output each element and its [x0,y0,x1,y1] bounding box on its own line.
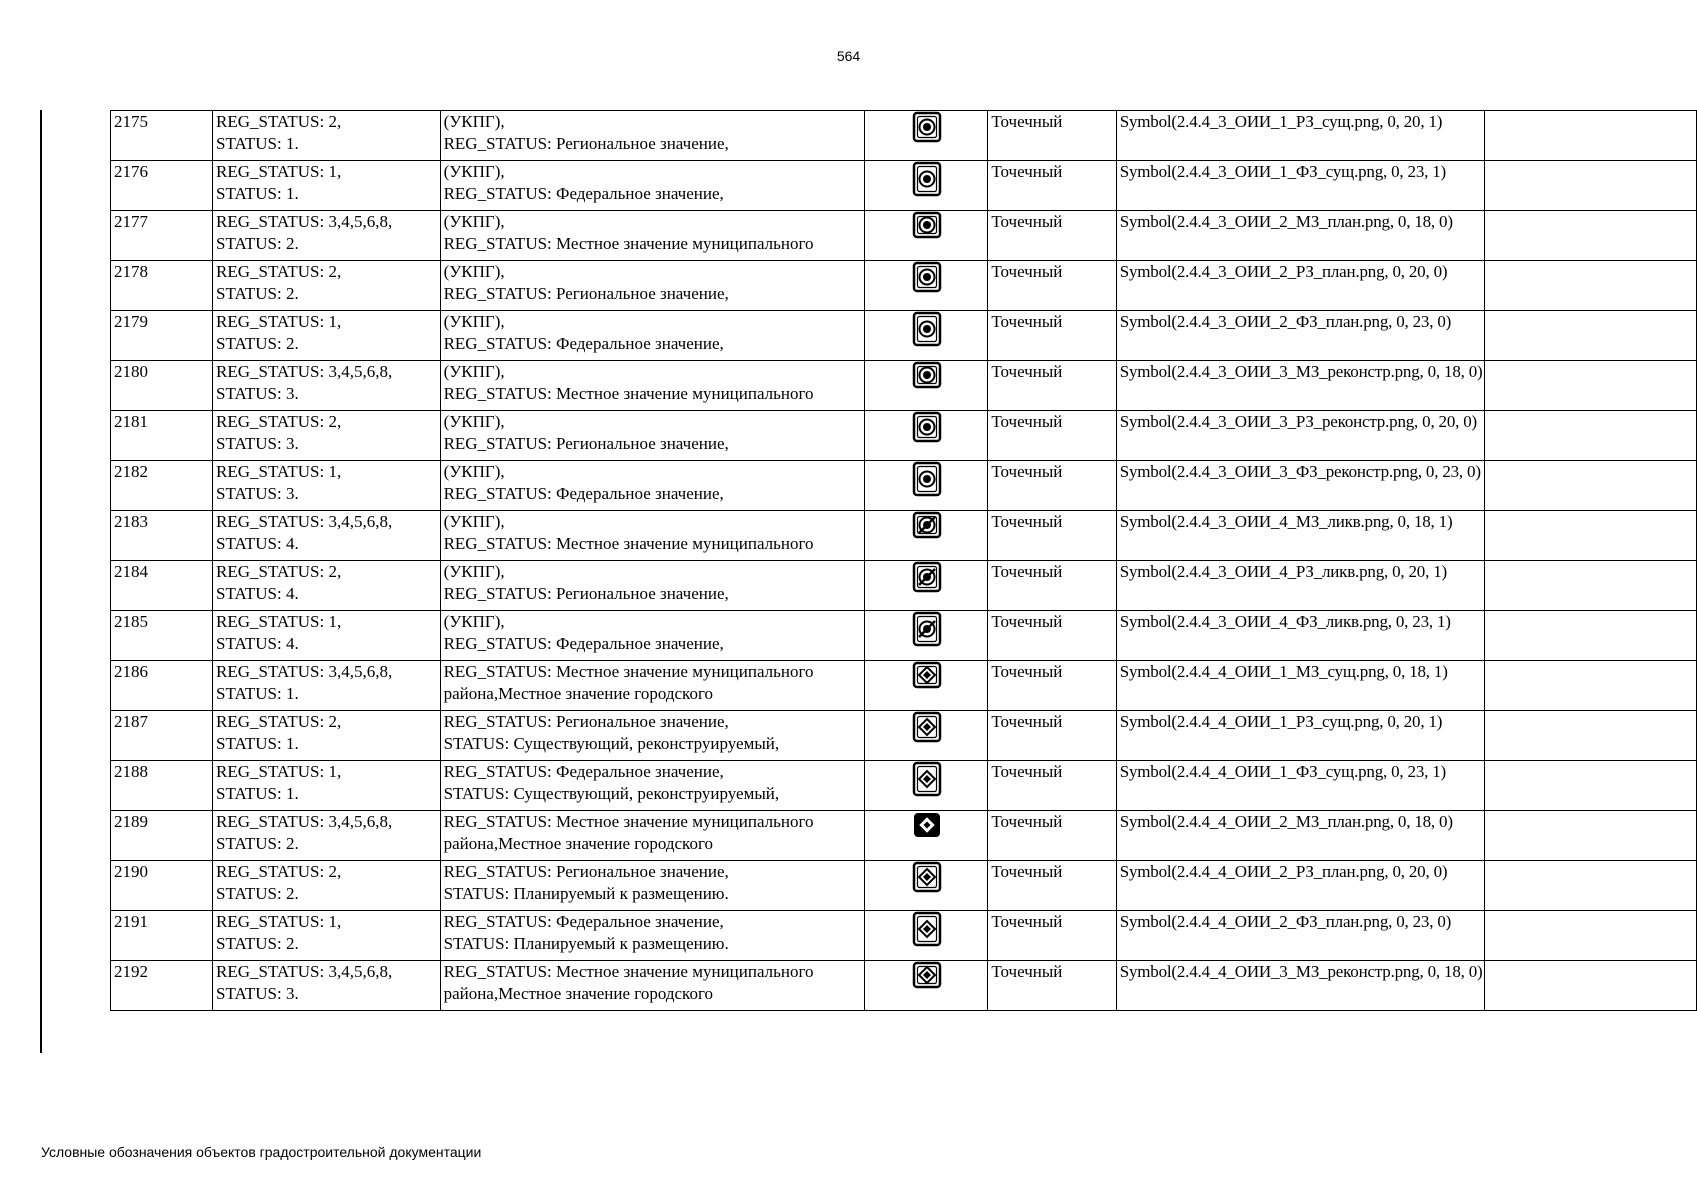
symbol-cell [865,911,988,961]
reg-status-line: REG_STATUS: 3,4,5,6,8, [216,812,393,831]
geometry-type-cell [988,511,1116,561]
table-row [111,111,1697,161]
empty-cell [1485,561,1697,611]
geometry-type: Точечный [991,412,1063,431]
geometry-type-cell [988,911,1116,961]
geometry-type-cell [988,961,1116,1011]
row-id: 2177 [114,212,148,231]
geometry-type: Точечный [991,162,1063,181]
symbol-cell [865,211,988,261]
symbol-file: Symbol(2.4.4_3_ОИИ_1_ФЗ_сущ.png, 0, 23, 1) [1119,162,1446,181]
row-id: 2182 [114,462,148,481]
row-id: 2181 [114,412,148,431]
description-line-2: STATUS: Планируемый к размещению. [443,884,729,903]
empty-cell [1485,961,1697,1011]
description-cell [440,961,864,1011]
table-row [111,561,1697,611]
row-id: 2185 [114,612,148,631]
reg-status-line: REG_STATUS: 2, [216,112,342,131]
status-cell [213,561,441,611]
description-cell [440,511,864,561]
geometry-type: Точечный [991,112,1063,131]
margin-rule [40,110,42,1053]
reg-status-line: REG_STATUS: 3,4,5,6,8, [216,362,393,381]
description-line-1: REG_STATUS: Региональное значение, [443,862,729,881]
geometry-type: Точечный [991,862,1063,881]
status-cell [213,311,441,361]
well-circle-square-icon [910,111,944,149]
symbol-cell [865,761,988,811]
geometry-type-cell [988,311,1116,361]
symbol-cell [865,361,988,411]
symbol-file-cell [1116,111,1485,161]
table-row [111,311,1697,361]
reg-status-line: REG_STATUS: 3,4,5,6,8, [216,662,393,681]
status-cell [213,611,441,661]
description-line-1: (УКПГ), [443,462,505,481]
row-id-cell [111,211,213,261]
geometry-type-cell [988,261,1116,311]
symbol-cell [865,111,988,161]
empty-cell [1485,811,1697,861]
symbol-file: Symbol(2.4.4_3_ОИИ_4_РЗ_ликв.png, 0, 20, 1) [1119,562,1447,581]
symbol-cell [865,261,988,311]
row-id: 2189 [114,812,148,831]
description-cell [440,661,864,711]
reg-status-line: REG_STATUS: 1, [216,612,342,631]
symbol-file-cell [1116,711,1485,761]
status-cell [213,361,441,411]
well-circle-slashed-icon [910,511,944,545]
page-number: 564 [836,48,861,64]
row-id-cell [111,161,213,211]
description-cell [440,911,864,961]
well-circle-slashed-icon [910,611,944,653]
status-line: STATUS: 3. [216,484,299,503]
geometry-type-cell [988,861,1116,911]
symbol-file: Symbol(2.4.4_4_ОИИ_2_ФЗ_план.png, 0, 23, 0) [1119,912,1452,931]
status-line: STATUS: 1. [216,684,299,703]
symbol-cell [865,861,988,911]
status-line: STATUS: 3. [216,384,299,403]
row-id-cell [111,261,213,311]
status-cell [213,961,441,1011]
status-line: STATUS: 2. [216,284,299,303]
reg-status-line: REG_STATUS: 2, [216,712,342,731]
description-cell [440,111,864,161]
empty-cell [1485,511,1697,561]
description-cell [440,761,864,811]
description-line-1: (УКПГ), [443,612,505,631]
status-cell [213,411,441,461]
description-cell [440,461,864,511]
table-row [111,461,1697,511]
table-row [111,911,1697,961]
row-id-cell [111,961,213,1011]
empty-cell [1485,211,1697,261]
status-line: STATUS: 4. [216,534,299,553]
table-row [111,961,1697,1011]
symbol-file: Symbol(2.4.4_4_ОИИ_1_РЗ_сущ.png, 0, 20, 1) [1119,712,1443,731]
row-id-cell [111,411,213,461]
row-id: 2180 [114,362,148,381]
status-line: STATUS: 1. [216,184,299,203]
status-cell [213,261,441,311]
symbol-file: Symbol(2.4.4_4_ОИИ_1_МЗ_сущ.png, 0, 18, 1) [1119,662,1448,681]
row-id-cell [111,711,213,761]
description-line-2: REG_STATUS: Местное значение муниципального [443,534,814,553]
empty-cell [1485,911,1697,961]
description-line-1: (УКПГ), [443,162,505,181]
status-line: STATUS: 2. [216,834,299,853]
symbol-file-cell [1116,411,1485,461]
description-line-1: REG_STATUS: Региональное значение, [443,712,729,731]
row-id-cell [111,861,213,911]
table-row [111,611,1697,661]
description-line-2: REG_STATUS: Федеральное значение, [443,184,724,203]
symbol-cell [865,561,988,611]
row-id-cell [111,761,213,811]
symbol-file: Symbol(2.4.4_3_ОИИ_2_РЗ_план.png, 0, 20, 0) [1119,262,1448,281]
geometry-type-cell [988,111,1116,161]
symbol-file: Symbol(2.4.4_4_ОИИ_2_МЗ_план.png, 0, 18, 0) [1119,812,1453,831]
reg-status-line: REG_STATUS: 1, [216,162,342,181]
geometry-type-cell [988,411,1116,461]
geometry-type-cell [988,611,1116,661]
description-line-1: (УКПГ), [443,262,505,281]
status-line: STATUS: 3. [216,434,299,453]
description-line-2: STATUS: Планируемый к размещению. [443,934,729,953]
diamond-square-icon [910,711,944,749]
symbol-file: Symbol(2.4.4_3_ОИИ_4_ФЗ_ликв.png, 0, 23, 1) [1119,612,1451,631]
row-id: 2186 [114,662,148,681]
well-circle-square-icon [910,161,944,203]
description-cell [440,611,864,661]
well-circle-square-icon [910,261,944,299]
symbol-file: Symbol(2.4.4_4_ОИИ_1_ФЗ_сущ.png, 0, 23, 1) [1119,762,1446,781]
description-line-1: (УКПГ), [443,512,505,531]
row-id-cell [111,311,213,361]
description-cell [440,161,864,211]
symbol-file-cell [1116,311,1485,361]
symbol-cell [865,661,988,711]
geometry-type-cell [988,711,1116,761]
geometry-type-cell [988,161,1116,211]
table-row [111,361,1697,411]
reg-status-line: REG_STATUS: 3,4,5,6,8, [216,962,393,981]
description-line-2: STATUS: Существующий, реконструируемый, [443,784,780,803]
symbol-cell [865,161,988,211]
reg-status-line: REG_STATUS: 3,4,5,6,8, [216,512,393,531]
symbol-file: Symbol(2.4.4_4_ОИИ_2_РЗ_план.png, 0, 20, 0) [1119,862,1448,881]
well-circle-square-icon [910,411,944,449]
status-cell [213,711,441,761]
symbol-file-cell [1116,161,1485,211]
row-id-cell [111,911,213,961]
description-cell [440,361,864,411]
geometry-type: Точечный [991,962,1063,981]
description-line-1: REG_STATUS: Местное значение муниципального [443,662,814,681]
row-id-cell [111,661,213,711]
geometry-type-cell [988,661,1116,711]
empty-cell [1485,611,1697,661]
empty-cell [1485,161,1697,211]
geometry-type: Точечный [991,312,1063,331]
description-line-1: (УКПГ), [443,412,505,431]
row-id: 2176 [114,162,148,181]
description-cell [440,411,864,461]
reg-status-line: REG_STATUS: 2, [216,262,342,281]
description-cell [440,561,864,611]
geometry-type: Точечный [991,512,1063,531]
description-cell [440,711,864,761]
row-id: 2188 [114,762,148,781]
empty-cell [1485,461,1697,511]
symbol-file: Symbol(2.4.4_4_ОИИ_3_МЗ_реконстр.png, 0, 18, 0) [1119,962,1483,981]
table-row [111,861,1697,911]
empty-cell [1485,761,1697,811]
table-row [111,261,1697,311]
symbol-file-cell [1116,261,1485,311]
symbol-cell [865,511,988,561]
reg-status-line: REG_STATUS: 1, [216,462,342,481]
description-line-2: REG_STATUS: Региональное значение, [443,134,729,153]
reg-status-line: REG_STATUS: 1, [216,762,342,781]
symbol-file: Symbol(2.4.4_3_ОИИ_2_МЗ_план.png, 0, 18, 0) [1119,212,1453,231]
description-line-2: района,Местное значение городского [443,834,713,853]
table-row [111,511,1697,561]
row-id: 2183 [114,512,148,531]
row-id-cell [111,511,213,561]
symbol-file-cell [1116,611,1485,661]
geometry-type: Точечный [991,662,1063,681]
description-line-2: REG_STATUS: Федеральное значение, [443,334,724,353]
symbol-file-cell [1116,961,1485,1011]
reg-status-line: REG_STATUS: 1, [216,912,342,931]
symbol-file-cell [1116,861,1485,911]
description-line-2: REG_STATUS: Местное значение муниципального [443,234,814,253]
row-id-cell [111,111,213,161]
row-id-cell [111,811,213,861]
status-cell [213,511,441,561]
symbol-cell [865,311,988,361]
symbol-table-body [111,111,1697,1011]
symbol-file-cell [1116,911,1485,961]
geometry-type-cell [988,761,1116,811]
symbol-file: Symbol(2.4.4_3_ОИИ_3_МЗ_реконстр.png, 0, 18, 0) [1119,362,1483,381]
description-line-2: района,Местное значение городского [443,684,713,703]
status-line: STATUS: 3. [216,984,299,1003]
table-row [111,211,1697,261]
description-line-2: REG_STATUS: Местное значение муниципального [443,384,814,403]
geometry-type: Точечный [991,712,1063,731]
geometry-type: Точечный [991,212,1063,231]
well-circle-square-icon [910,211,944,245]
reg-status-line: REG_STATUS: 2, [216,562,342,581]
symbol-file: Symbol(2.4.4_3_ОИИ_4_МЗ_ликв.png, 0, 18, 1) [1119,512,1453,531]
status-cell [213,861,441,911]
description-line-2: REG_STATUS: Федеральное значение, [443,634,724,653]
row-id: 2187 [114,712,148,731]
status-line: STATUS: 1. [216,134,299,153]
description-line-1: REG_STATUS: Федеральное значение, [443,912,724,931]
description-line-2: REG_STATUS: Региональное значение, [443,284,729,303]
symbol-file-cell [1116,561,1485,611]
page-footer: Условные обозначения объектов градостроительной документации [41,1144,482,1160]
symbol-file-cell [1116,511,1485,561]
row-id: 2175 [114,112,148,131]
geometry-type-cell [988,461,1116,511]
description-line-2: STATUS: Существующий, реконструируемый, [443,734,780,753]
geometry-type: Точечный [991,462,1063,481]
reg-status-line: REG_STATUS: 2, [216,412,342,431]
status-cell [213,211,441,261]
table-row [111,161,1697,211]
description-cell [440,811,864,861]
symbol-file-cell [1116,461,1485,511]
table-row [111,761,1697,811]
status-cell [213,811,441,861]
geometry-type-cell [988,811,1116,861]
row-id: 2191 [114,912,148,931]
empty-cell [1485,311,1697,361]
diamond-square-icon [910,661,944,695]
geometry-type: Точечный [991,762,1063,781]
description-line-2: REG_STATUS: Региональное значение, [443,434,729,453]
symbol-file-cell [1116,661,1485,711]
symbol-cell [865,711,988,761]
empty-cell [1485,111,1697,161]
geometry-type-cell [988,211,1116,261]
status-cell [213,111,441,161]
status-cell [213,461,441,511]
geometry-type-cell [988,361,1116,411]
diamond-square-icon [910,911,944,953]
diamond-square-filled-icon [910,811,944,845]
symbol-file-cell [1116,761,1485,811]
description-line-1: (УКПГ), [443,212,505,231]
geometry-type: Точечный [991,262,1063,281]
description-line-2: REG_STATUS: Федеральное значение, [443,484,724,503]
status-line: STATUS: 4. [216,584,299,603]
description-line-1: (УКПГ), [443,112,505,131]
geometry-type: Точечный [991,562,1063,581]
well-circle-slashed-icon [910,561,944,599]
well-circle-square-icon [910,361,944,395]
row-id-cell [111,611,213,661]
symbol-cell [865,461,988,511]
well-circle-square-icon [910,311,944,353]
symbol-file: Symbol(2.4.4_3_ОИИ_3_РЗ_реконстр.png, 0, 20, 0) [1119,412,1478,431]
description-cell [440,311,864,361]
diamond-square-icon [910,761,944,803]
status-cell [213,161,441,211]
empty-cell [1485,711,1697,761]
row-id: 2178 [114,262,148,281]
status-line: STATUS: 4. [216,634,299,653]
row-id: 2192 [114,962,148,981]
empty-cell [1485,361,1697,411]
description-line-1: (УКПГ), [443,362,505,381]
symbol-file-cell [1116,361,1485,411]
description-cell [440,211,864,261]
status-cell [213,761,441,811]
description-line-1: (УКПГ), [443,562,505,581]
well-circle-square-icon [910,461,944,503]
row-id: 2184 [114,562,148,581]
row-id-cell [111,461,213,511]
status-cell [213,661,441,711]
symbol-file: Symbol(2.4.4_3_ОИИ_2_ФЗ_план.png, 0, 23, 0) [1119,312,1452,331]
description-line-1: REG_STATUS: Местное значение муниципального [443,812,814,831]
geometry-type-cell [988,561,1116,611]
symbol-cell [865,961,988,1011]
table-row [111,411,1697,461]
diamond-square-icon [910,861,944,899]
symbol-table [110,110,1697,1011]
description-line-2: REG_STATUS: Региональное значение, [443,584,729,603]
row-id-cell [111,561,213,611]
description-line-2: района,Местное значение городского [443,984,713,1003]
symbol-file: Symbol(2.4.4_3_ОИИ_3_ФЗ_реконстр.png, 0, 23, 0) [1119,462,1481,481]
status-line: STATUS: 1. [216,784,299,803]
symbol-file-cell [1116,811,1485,861]
status-line: STATUS: 2. [216,884,299,903]
reg-status-line: REG_STATUS: 1, [216,312,342,331]
empty-cell [1485,661,1697,711]
symbol-cell [865,611,988,661]
status-line: STATUS: 2. [216,234,299,253]
geometry-type: Точечный [991,612,1063,631]
symbol-cell [865,411,988,461]
reg-status-line: REG_STATUS: 2, [216,862,342,881]
diamond-square-icon [910,961,944,995]
description-line-1: (УКПГ), [443,312,505,331]
symbol-file-cell [1116,211,1485,261]
geometry-type: Точечный [991,812,1063,831]
table-row [111,811,1697,861]
status-cell [213,911,441,961]
geometry-type: Точечный [991,362,1063,381]
empty-cell [1485,861,1697,911]
status-line: STATUS: 1. [216,734,299,753]
description-cell [440,261,864,311]
description-line-1: REG_STATUS: Местное значение муниципального [443,962,814,981]
table-row [111,711,1697,761]
status-line: STATUS: 2. [216,334,299,353]
symbol-file: Symbol(2.4.4_3_ОИИ_1_РЗ_сущ.png, 0, 20, 1) [1119,112,1443,131]
table-row [111,661,1697,711]
row-id: 2190 [114,862,148,881]
status-line: STATUS: 2. [216,934,299,953]
empty-cell [1485,261,1697,311]
geometry-type: Точечный [991,912,1063,931]
empty-cell [1485,411,1697,461]
symbol-cell [865,811,988,861]
description-cell [440,861,864,911]
reg-status-line: REG_STATUS: 3,4,5,6,8, [216,212,393,231]
description-line-1: REG_STATUS: Федеральное значение, [443,762,724,781]
row-id-cell [111,361,213,411]
row-id: 2179 [114,312,148,331]
